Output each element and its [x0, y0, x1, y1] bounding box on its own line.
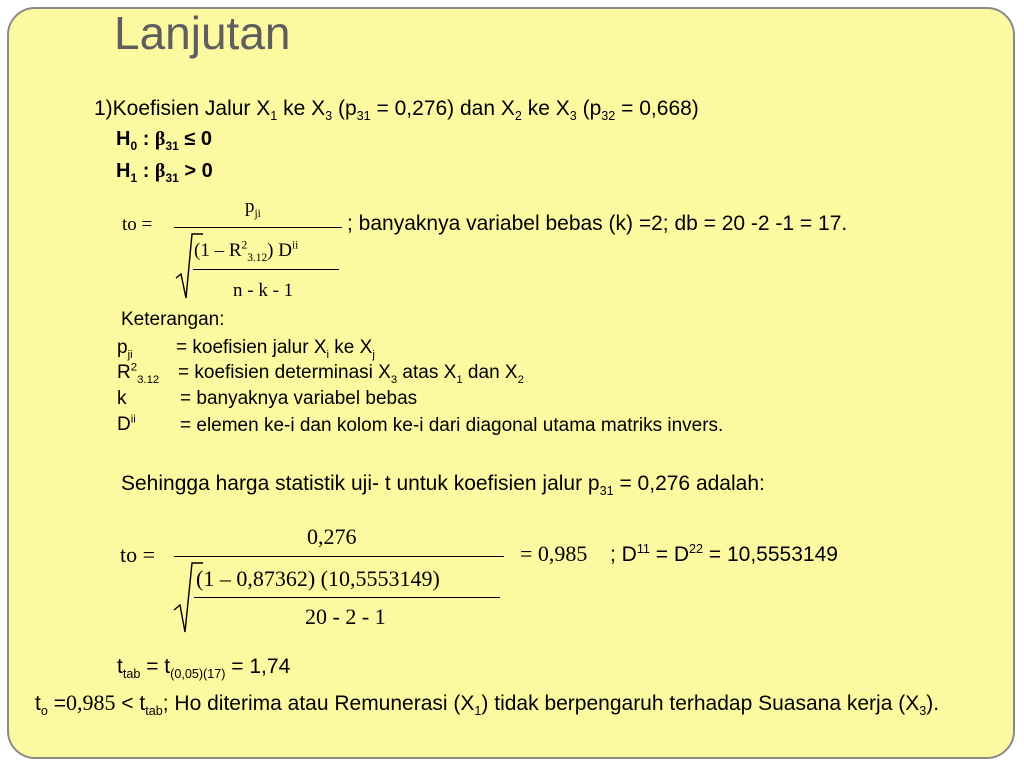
sub: 31 [165, 171, 179, 185]
sup: ii [130, 413, 136, 426]
sub: i [326, 348, 330, 361]
keterangan-desc: = banyaknya variabel bebas [180, 388, 418, 409]
keterangan-heading: Keterangan: [121, 309, 225, 330]
ttab-line [117, 655, 291, 682]
item1-line [94, 97, 699, 124]
keterangan-row [117, 337, 133, 359]
sehingga-line [121, 472, 765, 499]
formula1-inner-bar [193, 269, 339, 270]
semicolon: ; [610, 543, 616, 566]
keterangan-row: k [117, 388, 127, 409]
conclusion-text: ; Ho diterima atau Remunerasi (X [162, 692, 475, 715]
sub: 1 [130, 171, 138, 185]
item1-text: = 0,276) dan X [370, 97, 515, 120]
h-text: : [137, 160, 155, 182]
formula2-inner-bar [194, 597, 500, 598]
sub: tab [122, 667, 141, 682]
formula2-to: to = [120, 542, 156, 567]
sub: 1 [474, 704, 482, 719]
sub: 3 [390, 373, 398, 386]
sub: 2 [514, 109, 522, 124]
ket-symbol: D [117, 414, 131, 435]
sub: tab [145, 704, 163, 719]
formula2-d-values [610, 543, 838, 567]
formula2-fraction-bar [174, 556, 504, 557]
sub: 1 [456, 373, 463, 386]
sub: 2 [517, 373, 524, 386]
d-text: D [615, 543, 637, 566]
ket-desc: ke X [329, 337, 373, 358]
sub: ji [254, 207, 261, 220]
ket-desc: = koefisien determinasi X [178, 362, 391, 383]
h-label: H [116, 160, 131, 182]
formula2-den-top: (1 – 0,87362) (10,5553149) [196, 566, 440, 591]
den-text: ) D [267, 240, 292, 261]
conclusion-paragraph [35, 688, 997, 719]
ket-symbol: R [117, 362, 131, 383]
formula1-fraction-bar [174, 227, 342, 228]
sup: 22 [689, 542, 704, 556]
sup: 2 [241, 239, 248, 252]
sup: ii [291, 239, 299, 252]
conclusion-value: 0,985 [65, 690, 116, 715]
sub: 1 [270, 109, 278, 124]
hypothesis-h0 [116, 128, 212, 151]
sub: 0 [130, 139, 138, 153]
sub: 32 [601, 109, 616, 124]
keterangan-desc [178, 362, 524, 384]
sehingga-text: = 0,276 adalah: [613, 472, 765, 495]
sub: 3 [919, 704, 927, 719]
formula1-numerator [245, 196, 261, 218]
den-text: (1 – R [194, 240, 242, 261]
beta-symbol: β [154, 160, 166, 182]
slide-title: Lanjutan [114, 7, 291, 59]
ttab-text: = 1,74 [225, 655, 291, 678]
h-label: H [116, 128, 131, 150]
formula1-to: to = [122, 214, 153, 235]
sub: 3.12 [247, 251, 268, 264]
item1-text: ke X [521, 97, 570, 120]
conclusion-text: = [47, 692, 66, 715]
h-text: : [137, 128, 155, 150]
conclusion-text: ) tidak berpengaruh terhadap Suasana kerja (X [481, 692, 920, 715]
sup: 11 [636, 542, 650, 556]
item1-text: (p [576, 97, 602, 120]
sub: 31 [356, 109, 371, 124]
sub: 3 [569, 109, 577, 124]
formula2-den-bottom: 20 - 2 - 1 [305, 604, 386, 629]
formula2-numerator: 0,276 [307, 524, 357, 549]
formula1-den-top [194, 240, 298, 262]
item1-text: = 0,668) [615, 97, 699, 120]
sub: 31 [165, 139, 179, 153]
sub: o [40, 704, 48, 719]
ttab-text: = t [140, 655, 171, 678]
item1-text: 1)Koefisien Jalur X [94, 97, 271, 120]
d-text: = 10,5553149 [703, 543, 838, 566]
conclusion-text: t [139, 692, 146, 715]
keterangan-desc [176, 337, 375, 359]
sub: j [372, 348, 375, 361]
conclusion-text: < [115, 692, 140, 715]
ket-desc: dan X [462, 362, 518, 383]
ket-desc: atas X [397, 362, 457, 383]
sub: (0,05)(17) [170, 667, 226, 682]
ket-desc: = koefisien jalur X [176, 337, 327, 358]
hypothesis-h1 [116, 160, 213, 183]
sub: 31 [599, 484, 614, 499]
sub: ji [127, 348, 133, 361]
keterangan-row [117, 414, 136, 436]
h-text: > 0 [178, 160, 213, 182]
beta-symbol: β [154, 128, 166, 150]
sehingga-text: Sehingga harga statistik uji- t untuk koefisien jalur p [121, 472, 600, 495]
numerator-text: p [245, 196, 255, 217]
ttab-text: t [117, 655, 123, 678]
formula1-den-bottom: n - k - 1 [233, 280, 294, 301]
conclusion-text: ). [926, 692, 940, 715]
sub: 3.12 [137, 373, 160, 386]
d-text: = D [649, 543, 690, 566]
formula1-note: ; banyaknya variabel bebas (k) =2; db = 20 -2 -1 = 17. [347, 212, 848, 235]
keterangan-row [117, 362, 159, 384]
sub: 3 [325, 109, 333, 124]
h-text: ≤ 0 [178, 128, 213, 150]
sup: 2 [130, 361, 138, 374]
conclusion-text: t [35, 692, 41, 715]
ket-symbol: p [117, 337, 128, 358]
item1-text: (p [332, 97, 357, 120]
formula2-result: = 0,985 [520, 541, 588, 566]
keterangan-desc: = elemen ke-i dan kolom ke-i dari diagonal utama matriks invers. [180, 415, 724, 436]
item1-text: ke X [277, 97, 326, 120]
